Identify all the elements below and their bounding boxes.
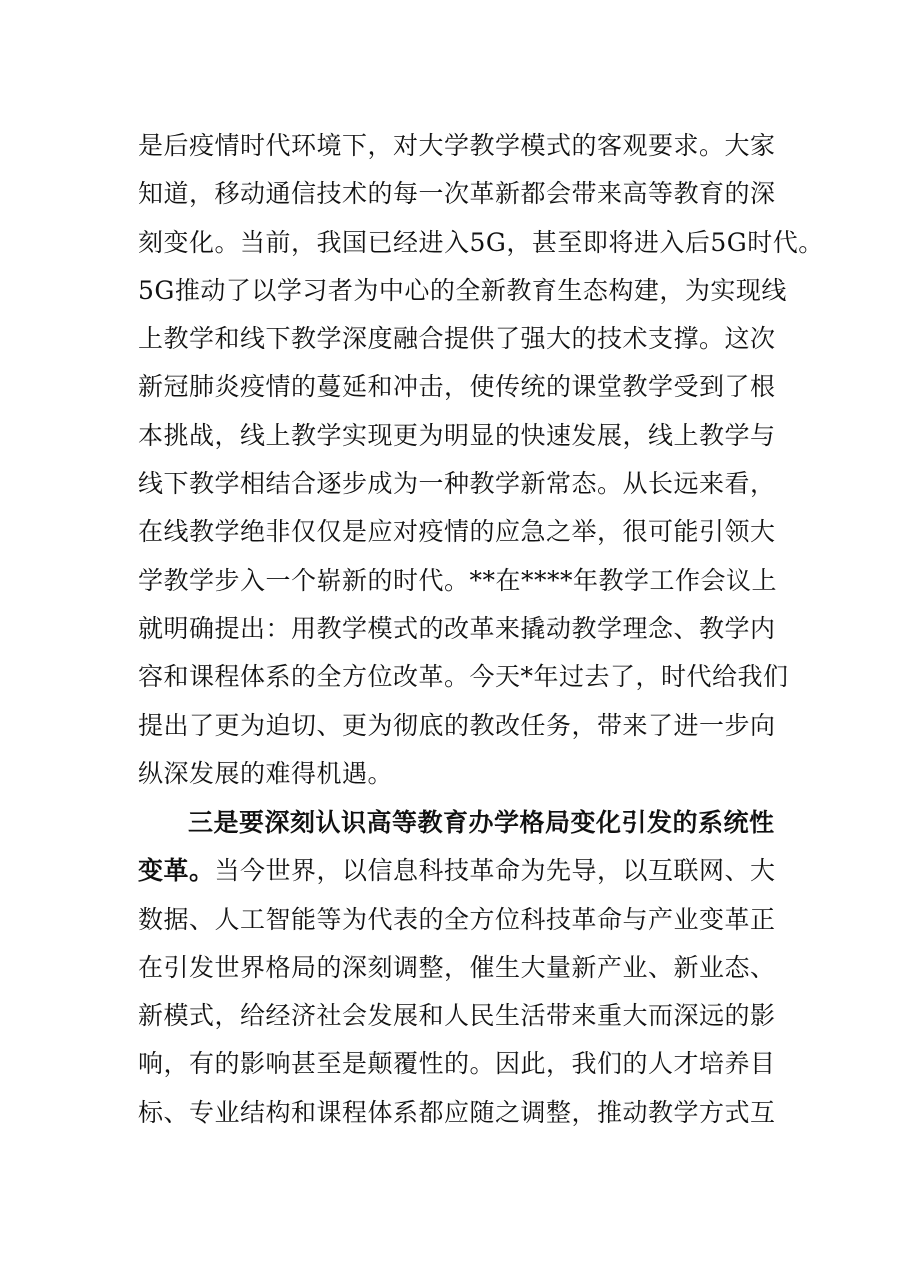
- paragraph-line: 本挑战，线上教学实现更为明显的快速发展，线上教学与: [138, 420, 776, 450]
- section-heading-end: 变革。: [138, 856, 215, 886]
- paragraph-line: [138, 847, 778, 895]
- paragraph-line: 在引发世界格局的深刻调整，催生大量新产业、新业态、: [138, 952, 776, 982]
- paragraph-1: [138, 122, 824, 798]
- paragraph-line: 5G推动了以学习者为中心的全新教育生态构建，为实现线: [138, 275, 787, 305]
- paragraph-line: 提出了更为迫切、更为彻底的教改任务，带来了进一步向: [138, 710, 776, 740]
- paragraph-line: 新冠肺炎疫情的蔓延和冲击，使传统的课堂教学受到了根: [138, 372, 776, 402]
- paragraph-line: 纵深发展的难得机遇。: [138, 758, 394, 788]
- section-heading-line: [138, 799, 778, 847]
- paragraph-line: 知道，移动通信技术的每一次革新都会带来高等教育的深: [138, 179, 776, 209]
- paragraph-line: 刻变化。当前，我国已经进入5G，甚至即将进入后5G时代。: [138, 227, 824, 257]
- section-heading: 三是要深刻认识高等教育办学格局变化引发的系统性: [188, 808, 775, 837]
- paragraph-line: 数据、人工智能等为代表的全方位科技革命与产业变革正: [138, 904, 776, 934]
- paragraph-line: 学教学步入一个崭新的时代。**在****年教学工作会议上: [138, 565, 778, 595]
- paragraph-text: 当今世界，以信息科技革命为先导，以互联网、大: [214, 856, 776, 886]
- paragraph-line: 容和课程体系的全方位改革。今天*年过去了，时代给我们: [138, 662, 789, 692]
- paragraph-line: 上教学和线下教学深度融合提供了强大的技术支撑。这次: [138, 324, 776, 354]
- paragraph-2: [138, 799, 778, 1137]
- paragraph-line: 标、专业结构和课程体系都应随之调整，推动教学方式互: [138, 1097, 776, 1127]
- paragraph-line: 就明确提出：用教学模式的改革来撬动教学理念、教学内: [138, 613, 776, 643]
- paragraph-line: 在线教学绝非仅仅是应对疫情的应急之举，很可能引领大: [138, 517, 776, 547]
- paragraph-line: 是后疫情时代环境下，对大学教学模式的客观要求。大家: [138, 131, 776, 160]
- paragraph-line: 响，有的影响甚至是颠覆性的。因此，我们的人才培养目: [138, 1049, 776, 1079]
- paragraph-line: 新模式，给经济社会发展和人民生活带来重大而深远的影: [138, 1001, 776, 1031]
- paragraph-line: 线下教学相结合逐步成为一种教学新常态。从长远来看，: [138, 469, 776, 499]
